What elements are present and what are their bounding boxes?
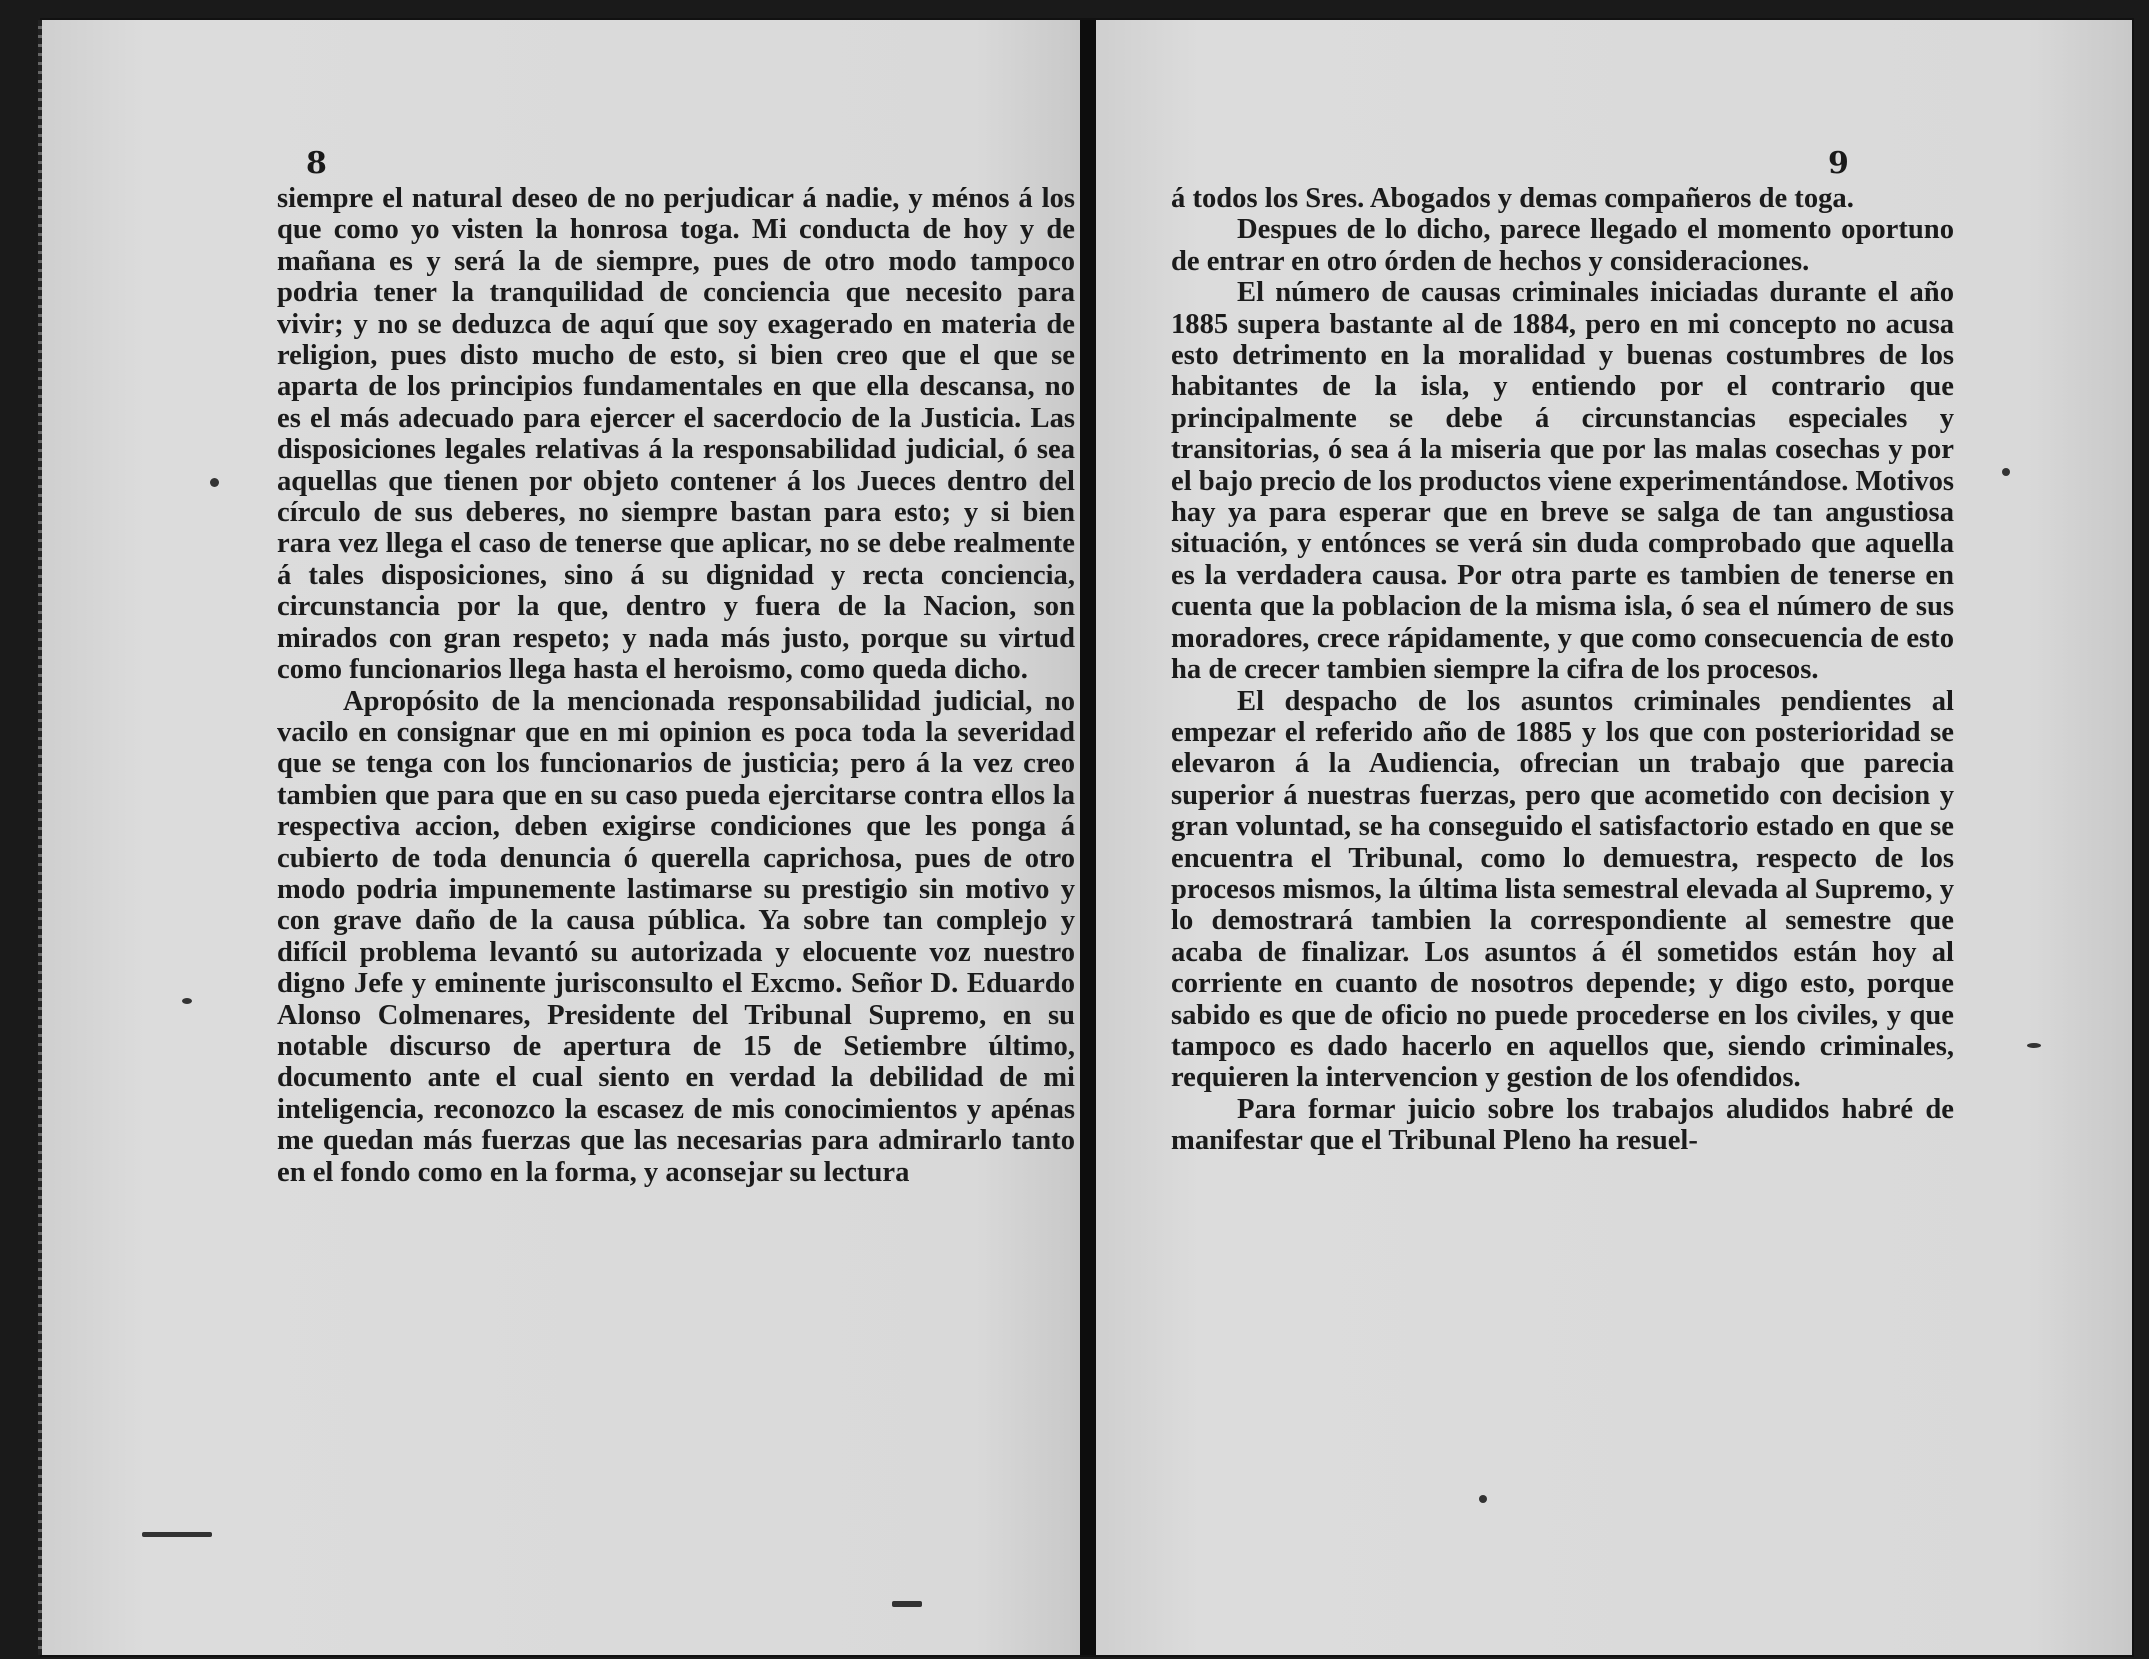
- book-gutter: [1080, 20, 1096, 1655]
- scan-speck: [1479, 1495, 1487, 1503]
- paragraph: siempre el natural deseo de no perjudicar á nadie, y ménos á los que como yo visten la honrosa toga. Mi conducta de hoy y de mañana es y será la de siempre, pues de otro modo tampoco podria tener la tranquilidad de conciencia que necesito para vivir; y no se deduzca de aquí que soy exagerado en materia de religion, pues disto mucho de esto, si bien creo que el que se aparta de los principios fundamentales en que ella descansa, no es el más adecuado para ejercer el sacerdocio de la Justicia. Las disposiciones legales relativas á la responsabilidad judicial, ó sea aquellas que tienen por objeto contener á los Jueces dentro del círculo de sus deberes, no siempre bastan para esto; y si bien rara vez llega el caso de tenerse que aplicar, no se debe realmente á tales disposiciones, sino á su dignidad y recta conciencia, circunstancia por la que, dentro y fuera de la Nacion, son mirados con gran respeto; y nada más justo, porque su virtud como funcionarios llega hasta el heroismo, como queda dicho.: [277, 183, 1075, 686]
- right-page: [1096, 20, 2132, 1655]
- right-page-number: 9: [1828, 146, 1849, 181]
- paragraph: Apropósito de la mencionada responsabilidad judicial, no vacilo en consignar que en mi opinion es poca toda la severidad que se tenga con los funcionarios de justicia; pero á la vez creo tambien que para que en su caso pueda ejercitarse contra ellos la respectiva accion, deben exigirse condiciones que les ponga á cubierto de toda denuncia ó querella caprichosa, pues de otro modo podria impunemente lastimarse su prestigio sin motivo y con grave daño de la causa pública. Ya sobre tan complejo y difícil problema levantó su autorizada y elocuente voz nuestro digno Jefe y eminente jurisconsulto el Excmo. Señor D. Eduardo Alonso Colmenares, Presidente del Tribunal Supremo, en su notable discurso de apertura de 15 de Setiembre último, documento ante el cual siento en verdad la debilidad de mi inteligencia, reconozco la escasez de mis conocimientos y apénas me quedan más fuerzas que las necesarias para admirarlo tanto en el fondo como en la forma, y aconsejar su lectura: [277, 685, 1075, 1188]
- scan-speck: [142, 1532, 212, 1537]
- paragraph: Para formar juicio sobre los trabajos aludidos habré de manifestar que el Tribunal Pleno ha resuel-: [1171, 1093, 1954, 1157]
- scan-speck: [2027, 1043, 2041, 1048]
- left-page: [42, 20, 1080, 1655]
- book-spread: [40, 18, 2134, 1657]
- paragraph: Despues de lo dicho, parece llegado el momento oportuno de entrar en otro órden de hechos y consideraciones.: [1171, 214, 1954, 277]
- scan-speck: [182, 998, 192, 1004]
- paragraph: á todos los Sres. Abogados y demas compañeros de toga.: [1171, 183, 1854, 214]
- paragraph: El número de causas criminales iniciadas durante el año 1885 supera bastante al de 1884, pero en mi concepto no acusa esto detrimento en la moralidad y buenas costumbres de los habitantes de la isla, y entiendo por el contrario que principalmente se debe á circunstancias especiales y transitorias, ó sea á la miseria que por las malas cosechas y por el bajo precio de los productos viene experimentándose. Motivos hay ya para esperar que en breve se salga de tan angustiosa situación, y entónces se verá sin duda comprobado que aquella es la verdadera causa. Por otra parte es tambien de tenerse en cuenta que la poblacion de la misma isla, ó sea el número de sus moradores, crece rápidamente, y que como consecuencia de esto ha de crecer tambien siempre la cifra de los procesos.: [1171, 277, 1954, 686]
- paragraph: El despacho de los asuntos criminales pendientes al empezar el referido año de 1885 y los que con posterioridad se elevaron á la Audiencia, ofrecian un trabajo que parecia superior á nuestras fuerzas, pero que acometido con decision y gran voluntad, se ha conseguido el satisfactorio estado en que se encuentra el Tribunal, como lo demuestra, respecto de los procesos mismos, la última lista semestral elevada al Supremo, y lo demostrará tambien la correspondiente al semestre que acaba de finalizar. Los asuntos á él sometidos están hoy al corriente en cuanto de nosotros depende; y digo esto, porque sabido es que de oficio no puede procederse en los civiles, y que tampoco es dado hacerlo en aquellos que, siendo criminales, requieren la intervencion y gestion de los ofendidos.: [1171, 685, 1954, 1094]
- scan-speck: [892, 1601, 922, 1607]
- left-page-text: [277, 183, 1075, 1188]
- right-page-text: [1171, 183, 1954, 1157]
- left-page-number: 8: [306, 146, 327, 181]
- scan-speck: [210, 478, 219, 487]
- scan-speck: [2002, 468, 2010, 476]
